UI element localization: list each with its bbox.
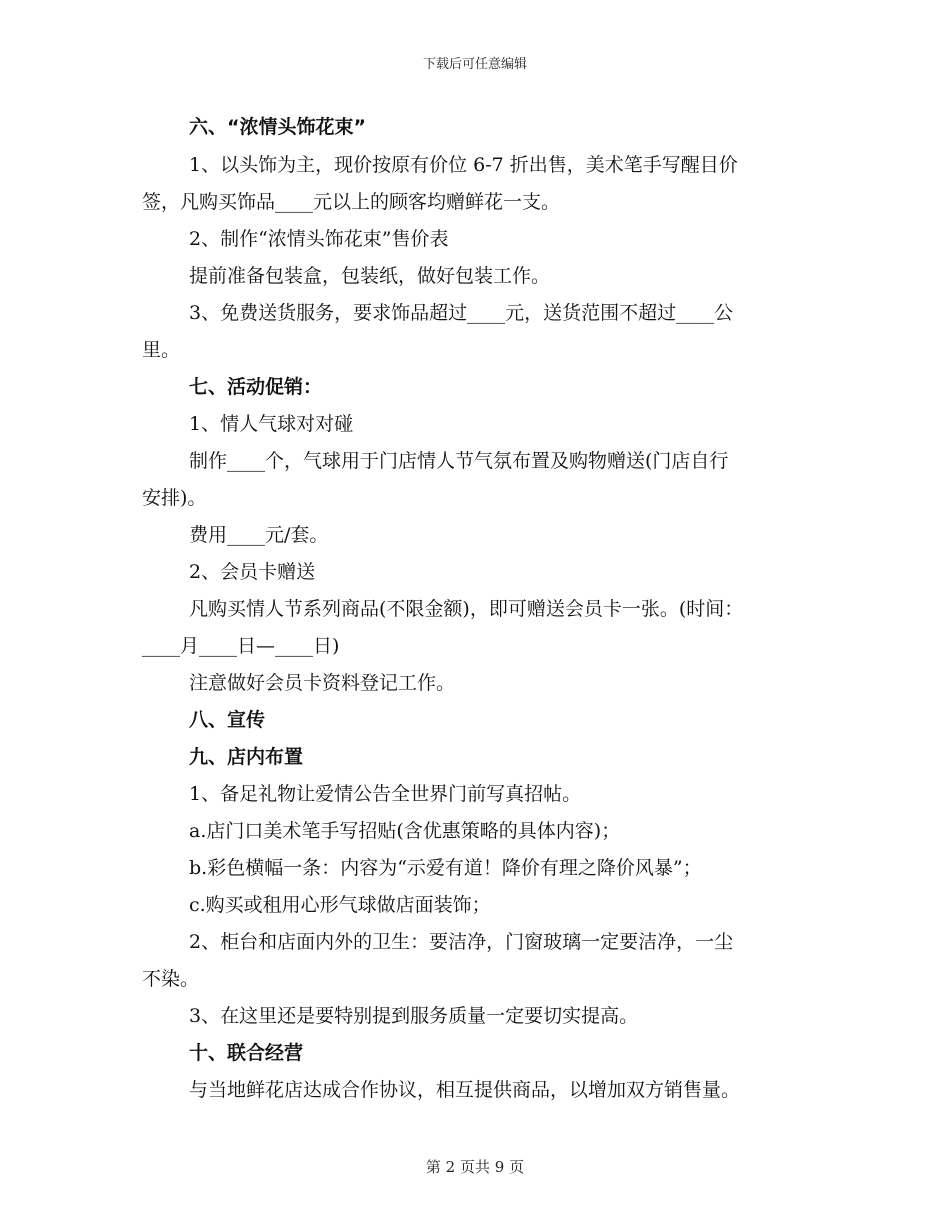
paragraph-line: 注意做好会员卡资料登记工作。 xyxy=(189,672,456,694)
page-header: 下载后可任意编辑 xyxy=(422,57,527,72)
paragraph-line: 3、在这里还是要特别提到服务质量一定要切实提高。 xyxy=(189,1005,639,1027)
paragraph-line: 费用____元/套。 xyxy=(189,524,329,546)
paragraph-line: 里。 xyxy=(142,339,181,361)
paragraph-line: 提前准备包装盒，包装纸，做好包装工作。 xyxy=(189,265,551,287)
page-footer: 第 2 页共 9 页 xyxy=(425,1158,525,1176)
paragraph-line: 安排)。 xyxy=(142,487,207,509)
paragraph-line: 2、柜台和店面内外的卫生：要洁净，门窗玻璃一定要洁净，一尘 xyxy=(189,931,734,953)
paragraph-line: 凡购买情人节系列商品(不限金额)，即可赠送会员卡一张。(时间： xyxy=(189,598,744,620)
section-heading-8: 八、宣传 xyxy=(189,709,266,731)
section-heading-10: 十、联合经营 xyxy=(189,1042,304,1064)
paragraph-line: 1、情人气球对对碰 xyxy=(189,413,354,435)
section-heading-7: 七、活动促销： xyxy=(189,376,323,398)
paragraph-line: 2、会员卡赠送 xyxy=(189,561,316,583)
paragraph-line: 1、以头饰为主，现价按原有价位 6-7 折出售，美术笔手写醒目价 xyxy=(189,154,738,176)
paragraph-line: 1、备足礼物让爱情公告全世界门前写真招帖。 xyxy=(189,783,582,805)
paragraph-line: b.彩色横幅一条：内容为“示爱有道！降价有理之降价风暴”； xyxy=(189,857,702,879)
paragraph-line: 与当地鲜花店达成合作协议，相互提供商品，以增加双方销售量。 xyxy=(189,1079,741,1101)
paragraph-line: 3、免费送货服务，要求饰品超过____元，送货范围不超过____公 xyxy=(189,302,734,324)
paragraph-line: 2、制作“浓情头饰花束”售价表 xyxy=(189,228,449,250)
section-heading-6: 六、“浓情头饰花束” xyxy=(189,116,366,138)
paragraph-line: ____月____日—____日) xyxy=(142,635,340,657)
paragraph-line: c.购买或租用心形气球做店面装饰； xyxy=(189,894,491,916)
paragraph-line: a.店门口美术笔手写招贴(含优惠策略的具体内容)； xyxy=(189,820,621,842)
section-heading-9: 九、店内布置 xyxy=(189,746,304,768)
paragraph-line: 制作____个，气球用于门店情人节气氛布置及购物赠送(门店自行 xyxy=(189,450,729,472)
paragraph-line: 签，凡购买饰品____元以上的顾客均赠鲜花一支。 xyxy=(142,191,561,213)
paragraph-line: 不染。 xyxy=(142,968,200,990)
